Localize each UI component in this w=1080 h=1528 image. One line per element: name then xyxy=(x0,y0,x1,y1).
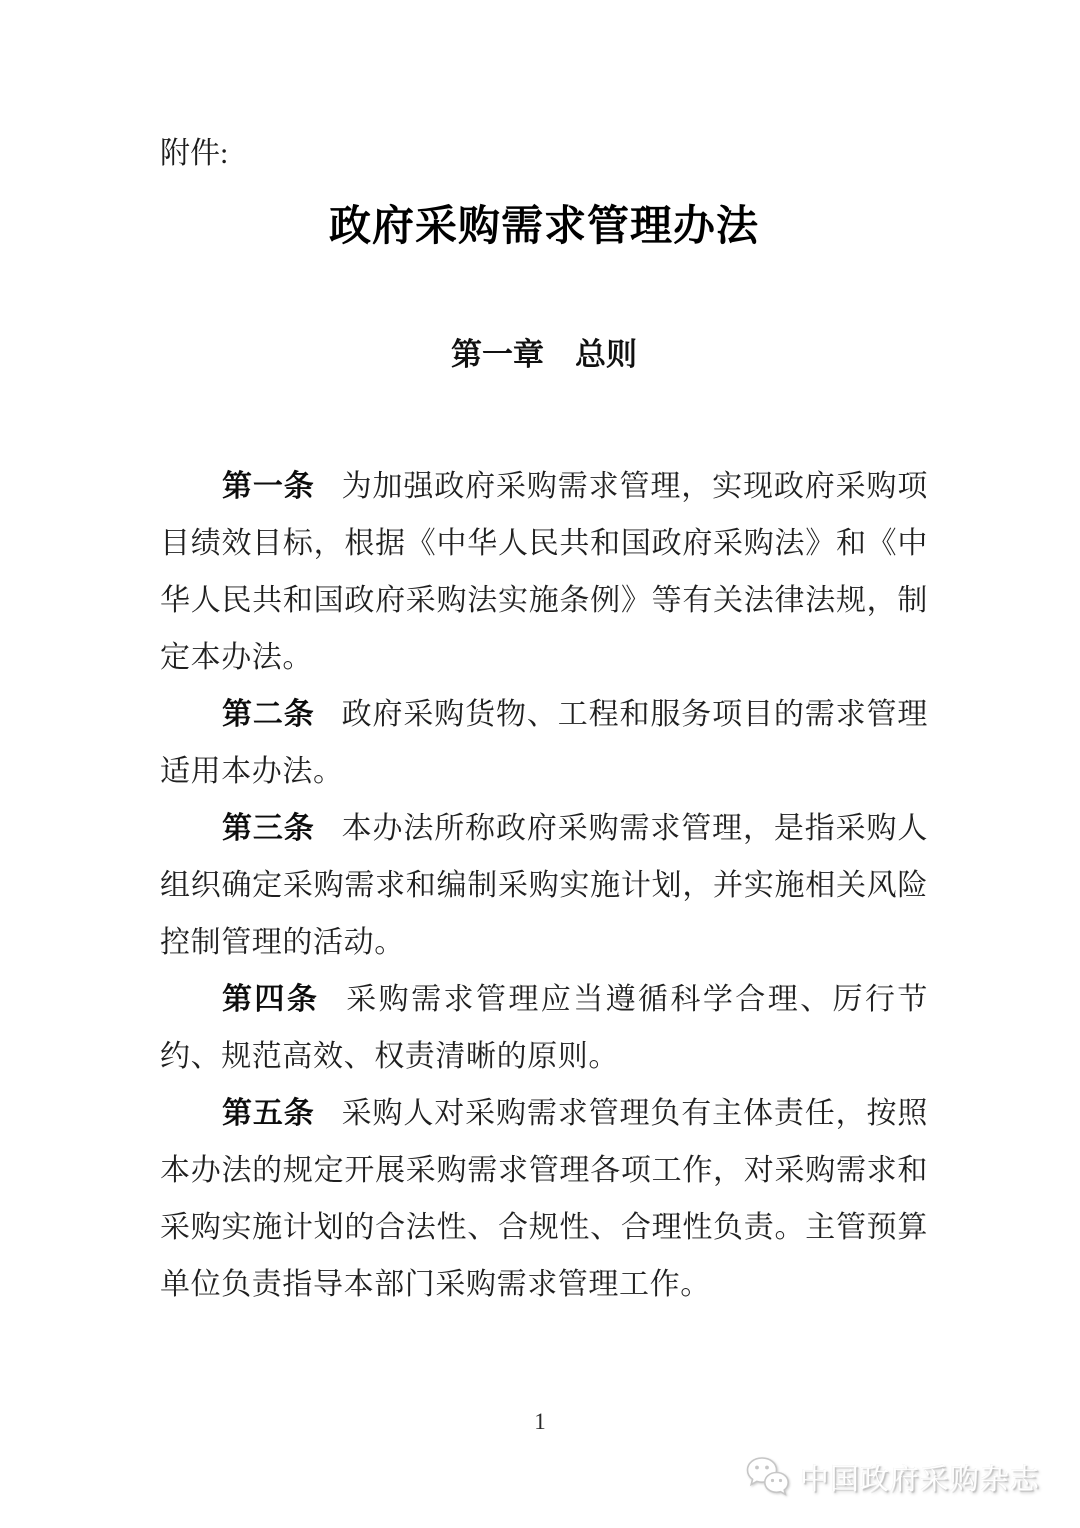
article-paragraph xyxy=(160,1085,928,1313)
article-number: 第四条 xyxy=(222,983,320,1016)
article-text: 采购人对采购需求管理负有主体责任，按照本办法的规定开展采购需求管理各项工作，对采购需求和采购实施计划的合法性、合规性、合理性负责。主管预算单位负责指导本部门采购需求管理工作。 xyxy=(160,1097,928,1301)
article-paragraph xyxy=(160,686,928,800)
article-text: 采购需求管理应当遵循科学合理、厉行节约、规范高效、权责清晰的原则。 xyxy=(160,983,928,1073)
attachment-label: 附件: xyxy=(160,137,229,170)
chapter-heading: 第一章 总则 xyxy=(451,337,637,372)
document-title: 政府采购需求管理办法 xyxy=(328,204,759,250)
article-list xyxy=(160,458,928,1313)
article-paragraph xyxy=(160,971,928,1085)
article-paragraph xyxy=(160,458,928,686)
article-number: 第二条 xyxy=(222,698,315,731)
article-text: 本办法所称政府采购需求管理，是指采购人组织确定采购需求和编制采购实施计划，并实施相关风险控制管理的活动。 xyxy=(160,812,928,959)
article-number: 第三条 xyxy=(222,812,315,845)
wechat-icon xyxy=(743,1453,791,1501)
article-number: 第五条 xyxy=(222,1097,315,1130)
page-number: 1 xyxy=(534,1409,546,1434)
article-text: 为加强政府采购需求管理，实现政府采购项目绩效目标，根据《中华人民共和国政府采购法》和《中华人民共和国政府采购法实施条例》等有关法律法规，制定本办法。 xyxy=(160,470,928,674)
watermark-text: 中国政府采购杂志 xyxy=(799,1463,1040,1496)
article-number: 第一条 xyxy=(222,470,315,503)
article-paragraph xyxy=(160,800,928,971)
article-text: 政府采购货物、工程和服务项目的需求管理适用本办法。 xyxy=(160,698,928,788)
document-content xyxy=(160,0,928,1313)
footer-watermark xyxy=(743,1451,1040,1503)
